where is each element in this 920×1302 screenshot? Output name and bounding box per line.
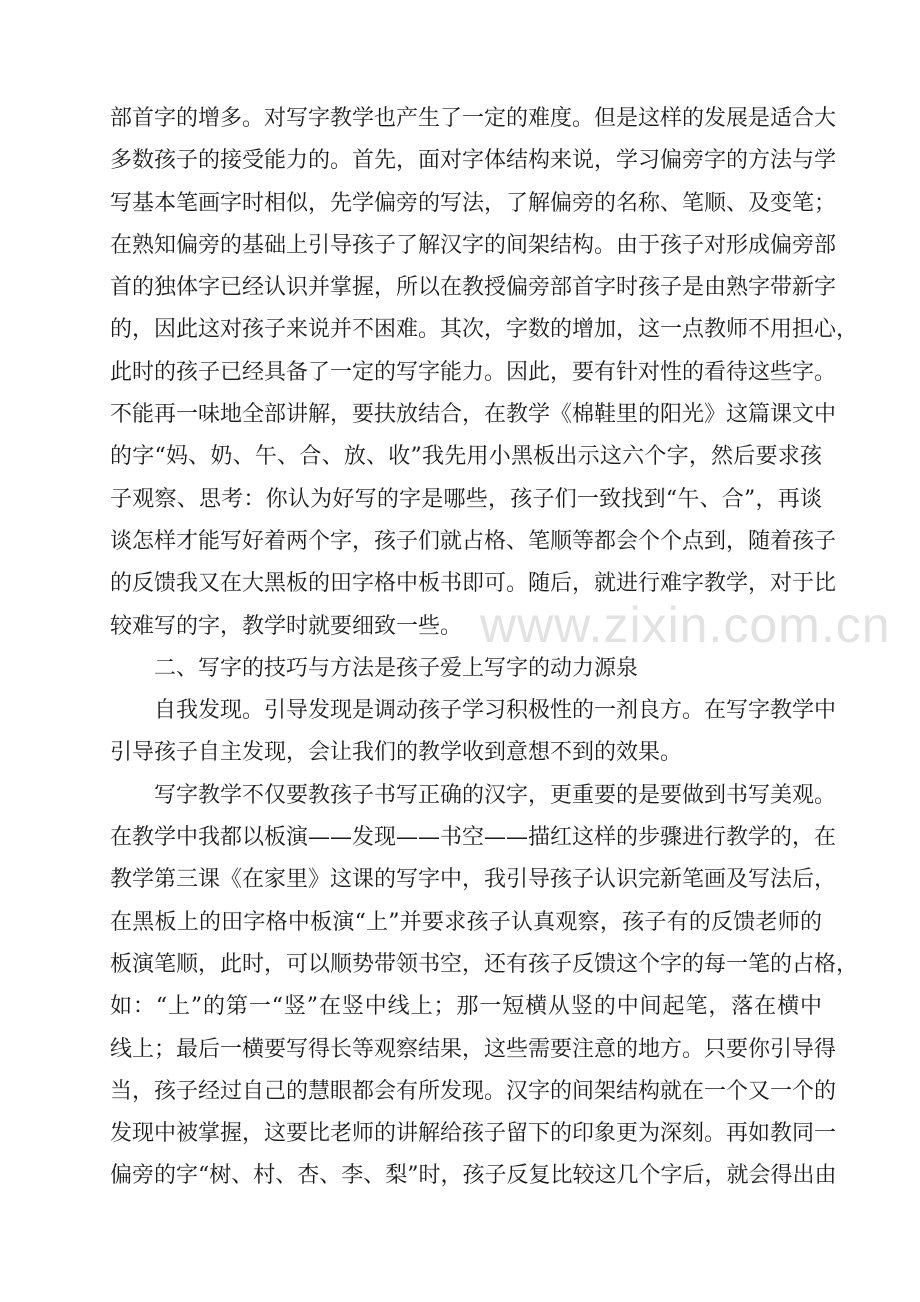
text-line: 发现中被掌握，这要比老师的讲解给孩子留下的印象更为深刻。再如教同一 [110, 1121, 837, 1147]
watermark: www.zixin.com.cn [480, 597, 891, 653]
paragraph [110, 648, 822, 690]
text-line: 部首字的增多。对写字教学也产生了一定的难度。但是这样的发展是适合大 [110, 106, 837, 131]
text-line: 的，因此这对孩子来说并不困难。其次，字数的增加，这一点教师不用担心， [110, 317, 859, 343]
text-line: 在熟知偏旁的基础上引导孩子了解汉字的间架结构。由于孩子对形成偏旁部 [110, 232, 837, 258]
text-line: 偏旁的字“树、村、杏、李、梨”时，孩子反复比较这几个字后，就会得出由 [110, 1163, 837, 1189]
text-line: 当，孩子经过自己的慧眼都会有所发现。汉字的间架结构就在一个又一个的 [110, 1078, 837, 1104]
paragraph [110, 775, 859, 1198]
text-line: 二、写字的技巧与方法是孩子爱上写字的动力源泉 [154, 655, 639, 681]
text-line: 不能再一味地全部讲解，要扶放结合，在教学《棉鞋里的阳光》这篇课文中 [110, 402, 837, 428]
document-body [110, 98, 891, 1198]
text-line: 谈怎样才能写好着两个字，孩子们就占格、笔顺等都会个个点到，随着孩子 [110, 528, 837, 554]
text-line: 教学第三课《在家里》这课的写字中，我引导孩子认识完新笔画及写法后， [110, 867, 837, 893]
text-line: 线上；最后一横要写得长等观察结果，这些需要注意的地方。只要你引导得 [110, 1036, 837, 1062]
text-line: 此时的孩子已经具备了一定的写字能力。因此，要有针对性的看待这些字。 [110, 359, 837, 385]
article-text [110, 98, 891, 1198]
text-line: 在黑板上的田字格中板演“上”并要求孩子认真观察，孩子有的反馈老师的 [110, 909, 822, 935]
paragraph [110, 690, 837, 775]
text-line: 板演笔顺，此时，可以顺势带领书空，还有孩子反馈这个字的每一笔的占格， [110, 951, 859, 977]
text-line: 首的独体字已经认识并掌握，所以在教授偏旁部首字时孩子是由熟字带新字 [110, 275, 837, 301]
text-line: 的反馈我又在大黑板的田字格中板书即可。随后，就进行难字教学，对于比 [110, 571, 837, 597]
text-line: 写基本笔画字时相似，先学偏旁的写法，了解偏旁的名称、笔顺、及变笔； [110, 190, 837, 216]
text-line: 在教学中我都以板演——发现——书空——描红这样的步骤进行教学的，在 [110, 825, 837, 851]
text-line: 引导孩子自主发现，会让我们的教学收到意想不到的效果。 [110, 740, 683, 766]
text-line: 写字教学不仅要教孩子书写正确的汉字，更重要的是要做到书写美观。 [154, 782, 837, 808]
paragraph [110, 98, 859, 648]
text-line: 多数孩子的接受能力的。首先，面对字体结构来说，学习偏旁字的方法与学 [110, 148, 837, 174]
text-line: 如：“上”的第一“竖”在竖中线上；那一短横从竖的中间起笔，落在横中 [110, 994, 822, 1020]
text-line: 自我发现。引导发现是调动孩子学习积极性的一剂良方。在写字教学中 [154, 698, 837, 724]
text-line: 的字“妈、奶、午、合、放、收”我先用小黑板出示这六个字，然后要求孩 [110, 444, 822, 470]
text-line: 较难写的字，教学时就要细致一些。 [110, 613, 463, 639]
text-line: 子观察、思考：你认为好写的字是哪些，孩子们一致找到“午、合”，再谈 [110, 486, 822, 512]
